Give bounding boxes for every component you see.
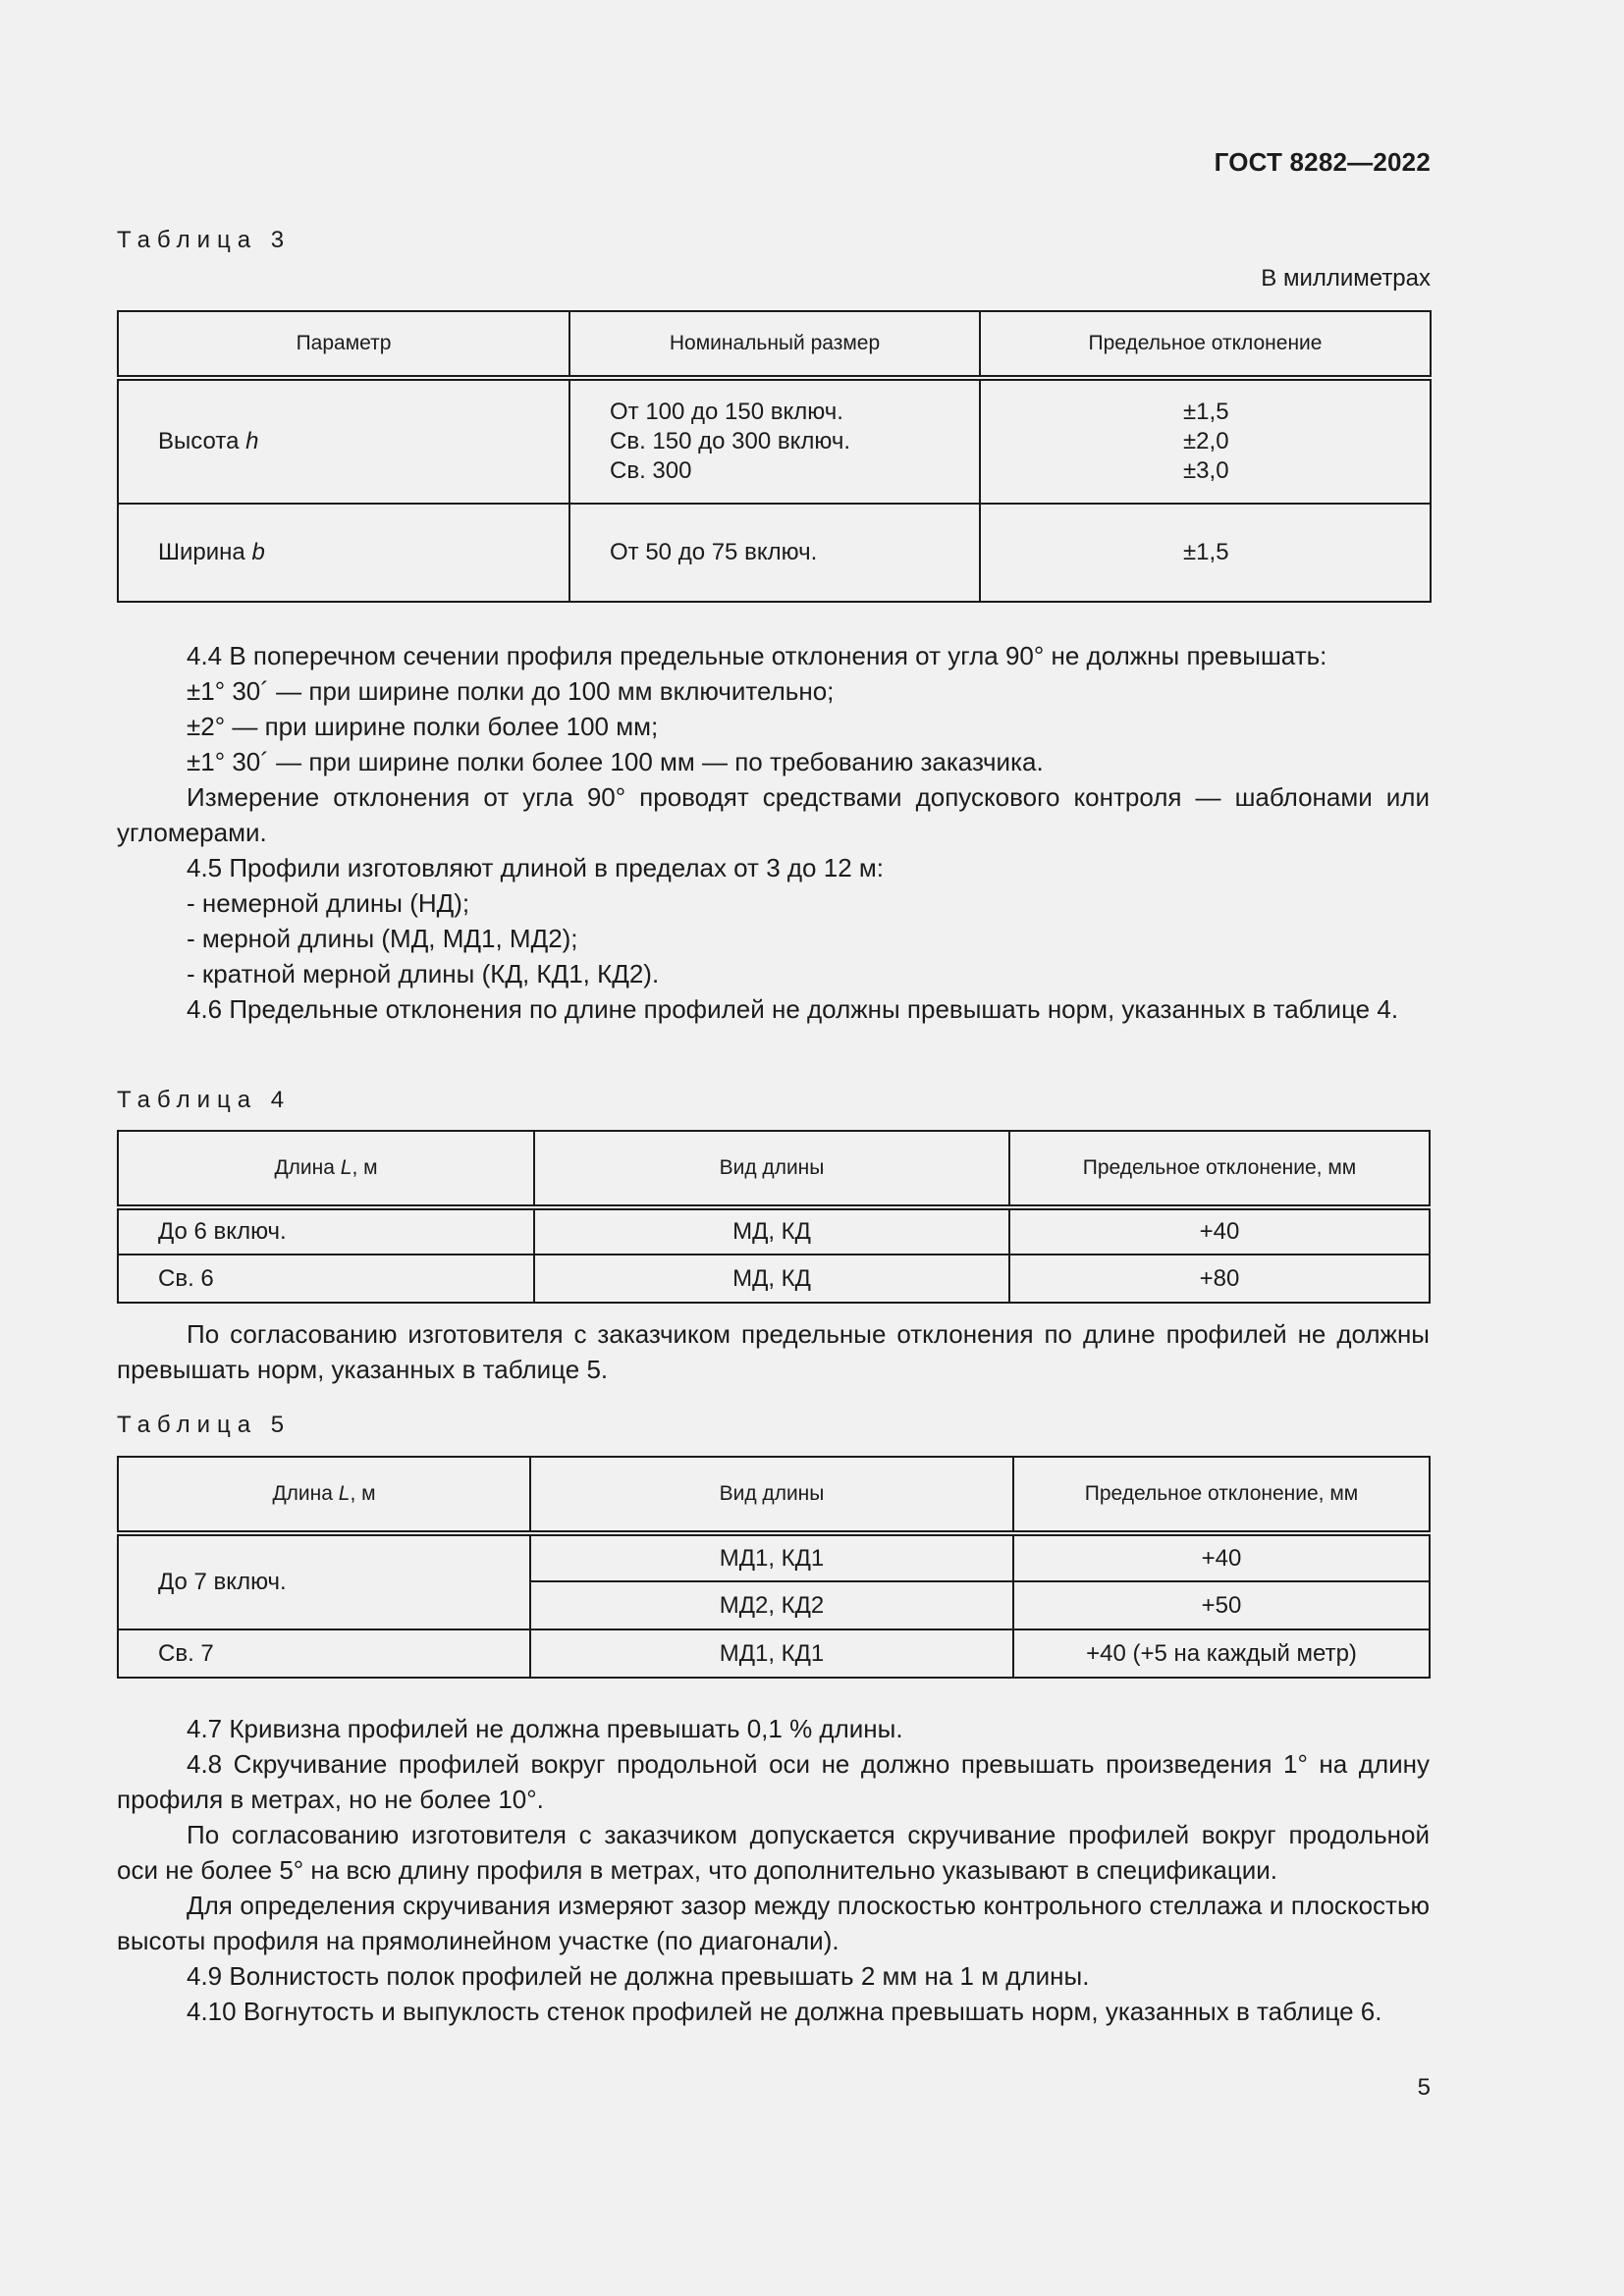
paragraph: ±1° 30´ — при ширине полки до 100 мм включительно;	[187, 676, 835, 706]
paragraph: 4.10 Вогнутость и выпуклость стенок профилей не должна превышать норм, указанных в таблице 6.	[187, 1997, 1382, 2026]
kind-cell: МД, КД	[534, 1207, 1009, 1255]
section-4-4-to-4-6	[117, 638, 1430, 1027]
table-row	[118, 1207, 1430, 1255]
section-table5-intro	[117, 1316, 1430, 1387]
table-3-units: В миллиметрах	[1261, 265, 1431, 292]
table-5	[117, 1456, 1431, 1679]
column-header-deviation: Предельное отклонение, мм	[1013, 1457, 1430, 1533]
deviation-cell: +50	[1013, 1581, 1430, 1629]
size-value: От 50 до 75 включ.	[610, 539, 818, 565]
deviation-value: ±1,5	[1183, 539, 1229, 565]
kind-cell: МД1, КД1	[530, 1533, 1013, 1581]
deviation-cell: +40	[1009, 1207, 1430, 1255]
paragraph: Измерение отклонения от угла 90° проводят средствами допускового контроля — шаблонами или угломерами.	[117, 782, 1430, 847]
param-variable: b	[251, 539, 265, 565]
page-number: 5	[1417, 2074, 1431, 2101]
kind-cell: МД2, КД2	[530, 1581, 1013, 1629]
column-header-deviation: Предельное отклонение, мм	[1009, 1131, 1430, 1207]
paragraph: 4.6 Предельные отклонения по длине профилей не должны превышать норм, указанных в таблице 4.	[187, 994, 1399, 1024]
column-header-deviation: Предельное отклонение	[980, 311, 1431, 378]
paragraph: По согласованию изготовителя с заказчиком предельные отклонения по длине профилей не должны превышать норм, указанных в таблице 5.	[117, 1319, 1430, 1384]
paragraph: 4.5 Профили изготовляют длиной в пределах от 3 до 12 м:	[187, 853, 884, 882]
deviation-cell	[980, 504, 1431, 602]
header-unit: , м	[352, 1156, 378, 1179]
table-4-caption: Таблица 4	[117, 1087, 292, 1113]
size-cell	[569, 378, 980, 504]
deviation-value: ±3,0	[1183, 457, 1229, 484]
deviation-cell	[980, 378, 1431, 504]
deviation-cell: +40 (+5 на каждый метр)	[1013, 1629, 1430, 1678]
column-header-length	[118, 1131, 534, 1207]
deviation-cell: +40	[1013, 1533, 1430, 1581]
length-cell: Св. 6	[118, 1255, 534, 1303]
size-value: От 100 до 150 включ.	[610, 399, 843, 425]
list-item: - кратной мерной длины (КД, КД1, КД2).	[187, 959, 660, 988]
param-cell	[118, 378, 569, 504]
column-header-length-kind: Вид длины	[530, 1457, 1013, 1533]
header-label: Длина	[272, 1482, 339, 1505]
list-item: - мерной длины (МД, МД1, МД2);	[187, 924, 578, 953]
table-row	[118, 504, 1431, 602]
column-header-nominal-size: Номинальный размер	[569, 311, 980, 378]
table-3	[117, 310, 1432, 603]
document-code: ГОСТ 8282—2022	[1214, 147, 1431, 177]
paragraph: По согласованию изготовителя с заказчиком допускается скручивание профилей вокруг продольной оси не более 5° на всю длину профиля в метрах, что дополнительно указывают в спецификации.	[117, 1820, 1430, 1885]
length-cell: До 6 включ.	[118, 1207, 534, 1255]
param-variable: h	[245, 428, 259, 454]
deviation-value: ±2,0	[1183, 428, 1229, 454]
deviation-value: ±1,5	[1183, 399, 1229, 425]
paragraph: 4.9 Волнистость полок профилей не должна превышать 2 мм на 1 м длины.	[187, 1961, 1090, 1991]
paragraph: ±1° 30´ — при ширине полки более 100 мм — по требованию заказчика.	[187, 747, 1044, 776]
header-variable: L	[340, 1156, 352, 1179]
table-row	[118, 1533, 1430, 1581]
param-label: Ширина	[158, 539, 252, 565]
paragraph: 4.4 В поперечном сечении профиля предельные отклонения от угла 90° не должны превышать:	[187, 641, 1327, 670]
header-variable: L	[338, 1482, 351, 1505]
column-header-length	[118, 1457, 530, 1533]
length-cell: Св. 7	[118, 1629, 530, 1678]
paragraph: 4.7 Кривизна профилей не должна превышать 0,1 % длины.	[187, 1714, 903, 1743]
table-row	[118, 378, 1431, 504]
table-row	[118, 1629, 1430, 1678]
list-item: - немерной длины (НД);	[187, 888, 470, 918]
kind-cell: МД1, КД1	[530, 1629, 1013, 1678]
size-value: Св. 300	[610, 457, 692, 484]
column-header-parameter: Параметр	[118, 311, 569, 378]
deviation-cell: +80	[1009, 1255, 1430, 1303]
kind-cell: МД, КД	[534, 1255, 1009, 1303]
length-cell: До 7 включ.	[118, 1533, 530, 1629]
table-3-caption: Таблица 3	[117, 227, 292, 253]
paragraph: ±2° — при ширине полки более 100 мм;	[187, 712, 659, 741]
param-cell	[118, 504, 569, 602]
header-label: Длина	[274, 1156, 341, 1179]
size-value: Св. 150 до 300 включ.	[610, 428, 851, 454]
param-label: Высота	[158, 428, 246, 454]
paragraph: 4.8 Скручивание профилей вокруг продольной оси не должно превышать произведения 1° на длину профиля в метрах, но не более 10°.	[117, 1749, 1430, 1814]
column-header-length-kind: Вид длины	[534, 1131, 1009, 1207]
table-header-row	[118, 1131, 1430, 1207]
header-unit: , м	[350, 1482, 376, 1505]
size-cell	[569, 504, 980, 602]
table-4	[117, 1130, 1431, 1304]
paragraph: Для определения скручивания измеряют зазор между плоскостью контрольного стеллажа и плоскостью высоты профиля на прямолинейном участке (по диагонали).	[117, 1891, 1430, 1955]
table-row	[118, 1255, 1430, 1303]
table-header-row	[118, 1457, 1430, 1533]
section-4-7-to-4-10	[117, 1711, 1430, 2029]
table-5-caption: Таблица 5	[117, 1412, 292, 1438]
table-header-row	[118, 311, 1431, 378]
